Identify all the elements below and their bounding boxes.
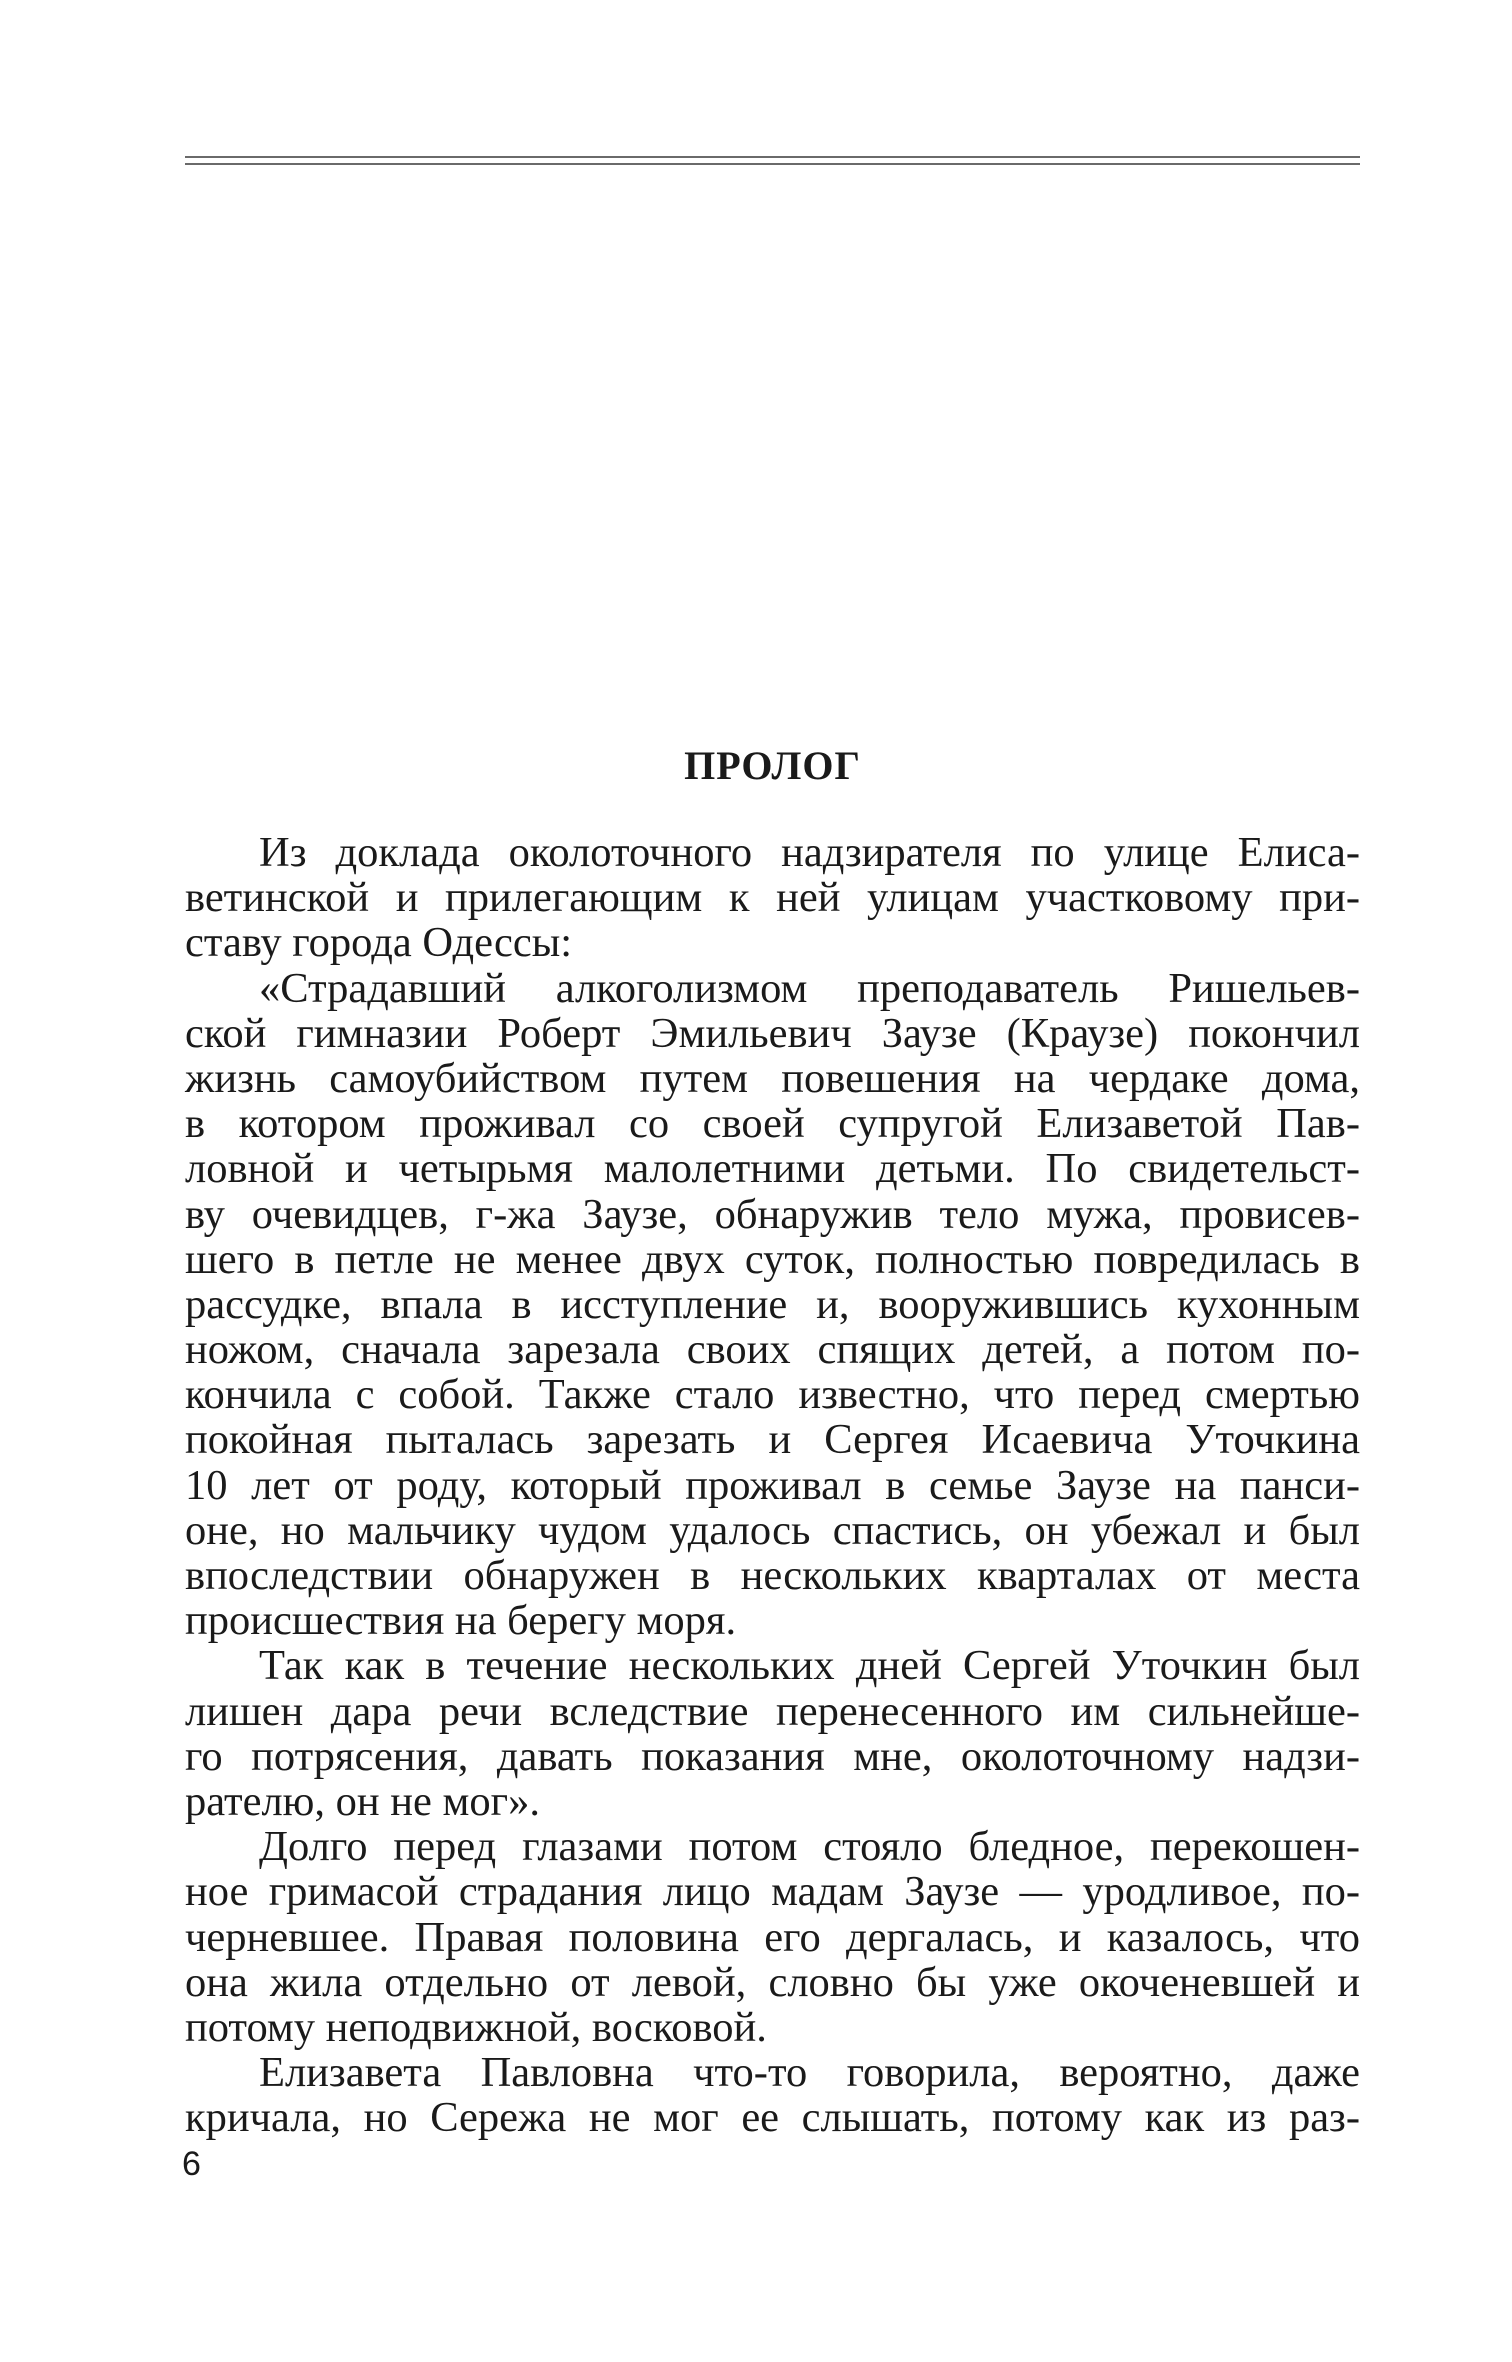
text-line: 10 лет от роду, который проживал в семье Заузе на панси-	[185, 1461, 1360, 1509]
text-line: ножом, сначала зарезала своих спящих детей, а потом по-	[185, 1326, 1360, 1374]
text-line: кричала, но Сережа не мог ее слышать, потому как из раз-	[185, 2094, 1360, 2142]
header-rule-bottom	[185, 163, 1360, 165]
text-line: она жила отдельно от левой, словно бы уже окоченевшей и	[185, 1958, 1360, 2006]
chapter-title: ПРОЛОГ	[684, 743, 861, 788]
text-line: в котором проживал со своей супругой Елизаветой Пав-	[185, 1100, 1360, 1148]
body-text	[185, 830, 1360, 2140]
text-line: оне, но мальчику чудом удалось спастись, он убежал и был	[185, 1506, 1360, 1554]
text-line: черневшее. Правая половина его дергалась, и казалось, что	[185, 1913, 1360, 1961]
text-line: ловной и четырьмя малолетними детьми. По свидетельст-	[185, 1145, 1360, 1193]
text-line: лишен дара речи вследствие перенесенного им сильнейше-	[185, 1687, 1360, 1735]
text-line: Елизавета Павловна что-то говорила, вероятно, даже	[259, 2049, 1360, 2097]
text-line: Долго перед глазами потом стояло бледное, перекошен-	[259, 1823, 1360, 1871]
text-line: рателю, он не мог».	[185, 1777, 540, 1825]
text-line: ное гримасой страдания лицо мадам Заузе — уродливое, по-	[185, 1868, 1360, 1916]
text-line: ставу города Одессы:	[185, 919, 573, 967]
text-line: шего в петле не менее двух суток, полностью повредилась в	[185, 1235, 1360, 1283]
text-line: го потрясения, давать показания мне, околоточному надзи-	[185, 1732, 1360, 1780]
text-line: Из доклада околоточного надзирателя по улице Елиса-	[259, 829, 1360, 876]
text-line: ской гимназии Роберт Эмильевич Заузе (Краузе) покончил	[185, 1009, 1360, 1057]
text-line: происшествия на берегу моря.	[185, 1597, 737, 1645]
text-line: рассудке, впала в исступление и, вооружившись кухонным	[185, 1280, 1360, 1328]
text-line: ву очевидцев, г-жа Заузе, обнаружив тело мужа, провисев-	[185, 1190, 1360, 1238]
text-line: «Страдавший алкоголизмом преподаватель Ришельев-	[259, 964, 1360, 1012]
text-line: покойная пыталась зарезать и Сергея Исаевича Уточкина	[185, 1416, 1360, 1464]
text-line: потому неподвижной, восковой.	[185, 2003, 767, 2051]
text-line: Так как в течение нескольких дней Сергей Уточкин был	[259, 1642, 1360, 1690]
header-rule-top	[185, 156, 1360, 158]
text-line: ветинской и прилегающим к ней улицам участковому при-	[185, 874, 1360, 922]
text-line: кончила с собой. Также стало известно, что перед смертью	[185, 1371, 1360, 1419]
page-number: 6	[182, 2145, 201, 2183]
text-line: жизнь самоубийством путем повешения на чердаке дома,	[185, 1054, 1360, 1102]
text-line: впоследствии обнаружен в нескольких кварталах от места	[185, 1552, 1360, 1599]
